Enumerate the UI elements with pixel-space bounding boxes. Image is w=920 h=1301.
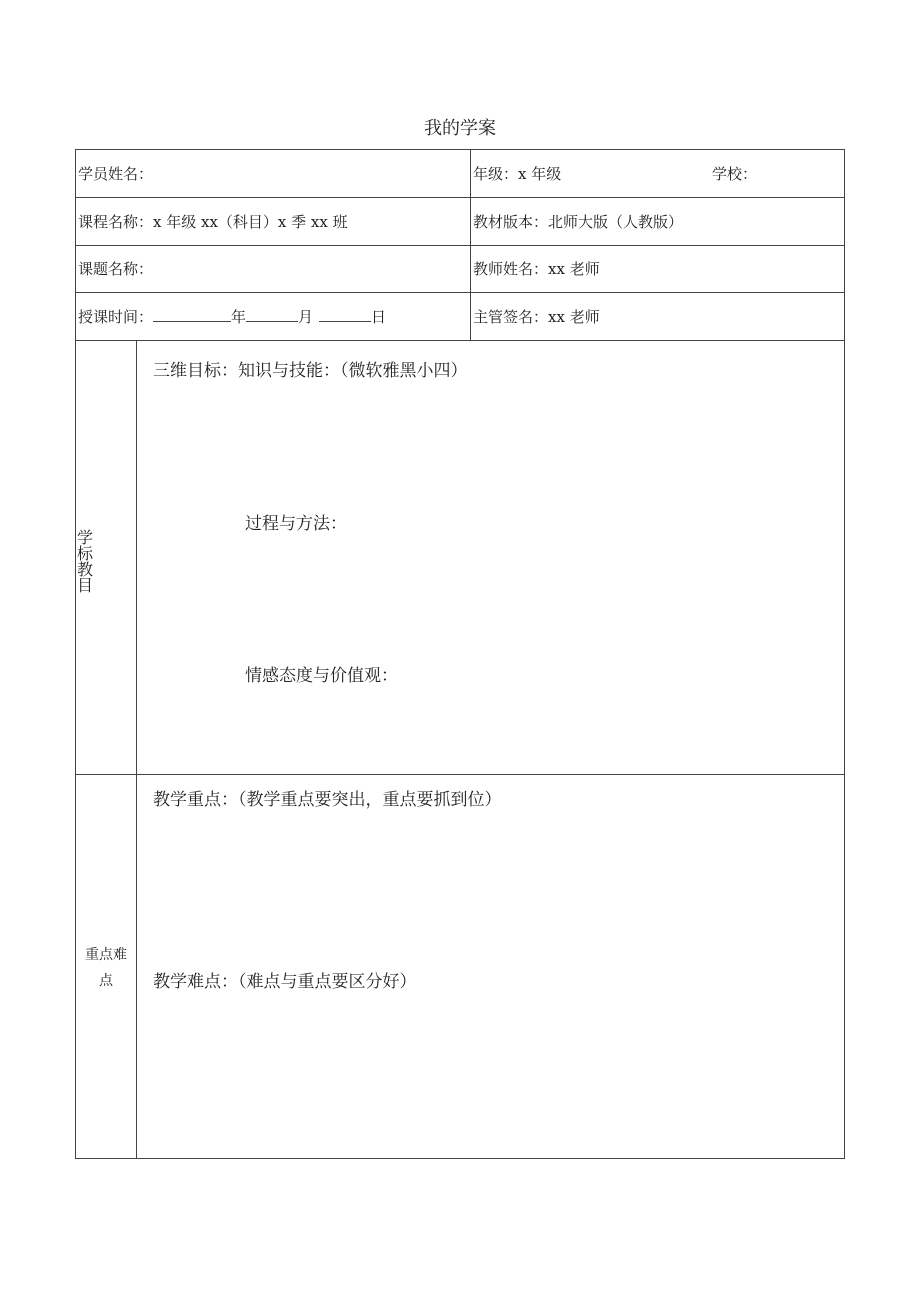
lesson-plan-table: [75, 149, 845, 1159]
teaching-focus-label: 教学重点：（教学重点要突出，重点要抓到位）: [153, 790, 502, 810]
textbook-version-field: 教材版本：北师大版（人教版）: [473, 213, 684, 231]
teacher-name-field: 教师姓名：xx 老师: [473, 260, 600, 278]
objectives-side-label: 学标教目: [77, 528, 94, 595]
row-divider: [75, 197, 845, 198]
student-name-label: 学员姓名：: [78, 165, 154, 183]
column-divider: [136, 340, 137, 1159]
row-divider: [75, 292, 845, 293]
month-blank: [246, 307, 298, 322]
day-blank: [319, 307, 371, 322]
year-label: 年: [231, 308, 247, 326]
topic-name-label: 课题名称：: [78, 260, 154, 278]
day-label: 日: [371, 308, 387, 326]
class-time-field: [78, 307, 386, 327]
key-points-side-label-line2: 点: [99, 973, 113, 989]
key-points-side-label-line1: 重点难: [85, 947, 127, 963]
emotions-values-label: 情感态度与价值观：: [245, 666, 398, 686]
grade-field: 年级：x 年级: [473, 165, 562, 183]
row-divider: [75, 245, 845, 246]
class-time-label: 授课时间：: [78, 308, 154, 326]
course-name-field: 课程名称：x 年级 xx（科目）x 季 xx 班: [78, 213, 348, 231]
key-points-side-label: [78, 942, 134, 994]
teaching-difficulty-label: 教学难点：（难点与重点要区分好）: [153, 972, 417, 992]
year-blank: [153, 307, 231, 322]
supervisor-signature-field: 主管签名：xx 老师: [473, 308, 600, 326]
school-label: 学校：: [712, 165, 758, 183]
process-methods-label: 过程与方法：: [245, 514, 347, 534]
month-label: 月: [298, 308, 314, 326]
three-dimension-objectives: 三维目标：知识与技能：（微软雅黑小四）: [153, 361, 468, 381]
row-divider: [75, 774, 845, 775]
column-divider: [470, 149, 471, 341]
row-divider: [75, 340, 845, 341]
document-title: 我的学案: [424, 118, 496, 139]
